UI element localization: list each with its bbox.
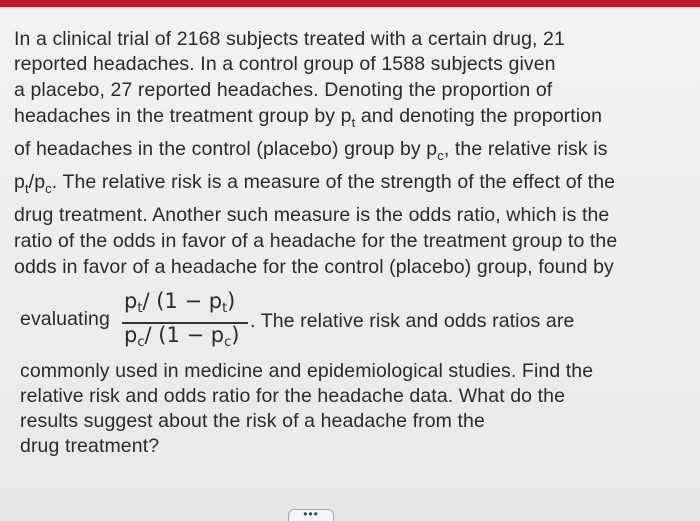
line-4-tail: and denoting the proportion (355, 105, 603, 127)
line-6-text: The relative risk is a measure of the strength of the effect of the (62, 171, 616, 193)
formula-period: . (250, 310, 256, 332)
line-5-text: of headaches in the control (placebo) group by (14, 138, 427, 160)
p-c-symbol: $p_c$ (426, 138, 444, 163)
question-line-10 (250, 309, 574, 333)
line-10-text: The relative risk and odds ratios are (260, 310, 575, 332)
line-4-text: headaches in the treatment group by (14, 105, 341, 127)
question-line-9: odds in favor of a headache for the control (placebo) group, found by (14, 256, 614, 278)
odds-ratio-formula (118, 289, 248, 353)
comma: , (443, 138, 450, 160)
question-line-13: results suggest about the risk of a headache from the (20, 410, 485, 432)
evaluating-label: evaluating (20, 308, 110, 330)
relative-risk-expression: $p_t/p_c$. (14, 171, 58, 196)
question-line-6 (14, 170, 615, 201)
p-t-symbol: $p_t$ (340, 105, 356, 130)
question-line-4 (14, 104, 602, 135)
question-panel (0, 7, 700, 521)
question-line-12: relative risk and odds ratio for the headache data. What do the (20, 385, 566, 407)
formula-denominator: pc/ (1 − pc) (124, 323, 240, 350)
question-line-3: a placebo, 27 reported headaches. Denoting the proportion of (14, 79, 553, 101)
question-line-11: commonly used in medicine and epidemiological studies. Find the (20, 360, 594, 382)
question-line-5 (14, 137, 608, 168)
question-line-14: drug treatment? (20, 435, 160, 457)
question-line-8: ratio of the odds in favor of a headache for the treatment group to the (14, 230, 618, 252)
more-options-button[interactable]: ••• (288, 509, 334, 521)
formula-numerator: pt/ (1 − pt) (124, 289, 236, 316)
line-5-tail: the relative risk is (449, 138, 608, 160)
question-line-2: reported headaches. In a control group of 1588 subjects given (14, 53, 556, 75)
question-line-7: drug treatment. Another such measure is the odds ratio, which is the (14, 204, 610, 226)
top-accent-bar (0, 0, 700, 7)
question-line-1: In a clinical trial of 2168 subjects treated with a certain drug, 21 (14, 28, 565, 50)
